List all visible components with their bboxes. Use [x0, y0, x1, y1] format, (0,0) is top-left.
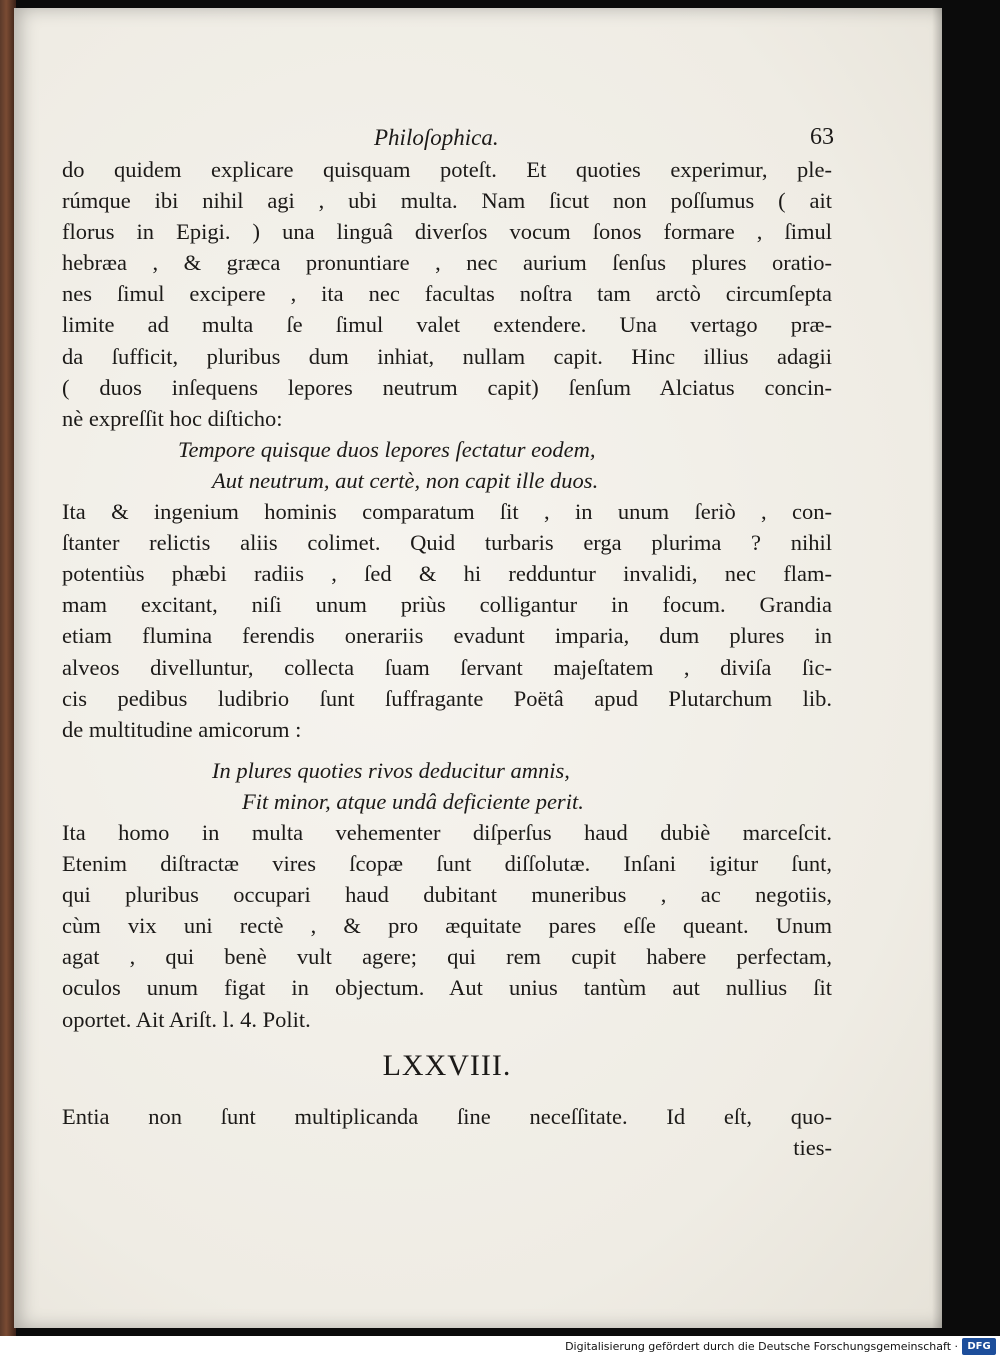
dfg-logo: DFG	[962, 1338, 996, 1355]
page-text-block	[62, 120, 832, 1163]
text-line: Etenim diſtractæ vires ſcopæ ſunt diſſolutæ. Inſani igitur ſunt,	[62, 851, 832, 877]
verse-line: Fit minor, atque undâ deficiente perit.	[242, 788, 584, 814]
text-line: ( duos inſequens lepores neutrum capit) ſenſum Alciatus concin-	[62, 374, 832, 400]
page-number: 63	[810, 124, 834, 150]
text-line: Ita homo in multa vehementer diſperſus haud dubiè marceſcit.	[62, 819, 832, 845]
funding-note: Digitalisierung gefördert durch die Deutsche Forschungsgemeinschaft ·	[565, 1340, 958, 1353]
text-line: alveos divelluntur, collecta ſuam ſervant majeſtatem , diviſa ſic-	[62, 654, 832, 680]
text-line: Entia non ſunt multiplicanda ſine neceſſitate. Id eſt, quo-	[62, 1103, 832, 1129]
text-line: hebræa , & græca pronuntiare , nec aurium ſenſus plures oratio-	[62, 250, 832, 276]
text-line: oportet. Ait Ariſt. l. 4. Polit.	[62, 1006, 311, 1032]
text-line: potentiùs phæbi radiis , ſed & hi redduntur invalidi, nec flam-	[62, 561, 832, 587]
text-line: etiam flumina ferendis onerariis evadunt imparia, dum plures in	[62, 623, 832, 649]
text-line: oculos unum figat in objectum. Aut unius tantùm aut nullius ſit	[62, 975, 832, 1001]
text-line: agat , qui benè vult agere; qui rem cupit habere perfectam,	[62, 944, 832, 970]
footer-bar	[0, 1336, 1000, 1359]
catchword: ties-	[793, 1134, 832, 1160]
text-line: cùm vix uni rectè , & pro æquitate pares eſſe queant. Unum	[62, 913, 832, 939]
text-line: florus in Epigi. ) una linguâ diverſos vocum ſonos formare , ſimul	[62, 219, 832, 245]
text-line: mam excitant, niſi unum priùs colligantur in focum. Grandia	[62, 592, 832, 618]
text-line: Ita & ingenium hominis comparatum ſit , in unum ſeriò , con-	[62, 499, 832, 525]
page-edge-shadow	[932, 8, 942, 1328]
running-head: Philoſophica.	[374, 125, 499, 150]
section-heading: LXXVIII.	[382, 1048, 512, 1082]
page-header	[62, 120, 832, 154]
text-line: de multitudine amicorum :	[62, 716, 302, 742]
verse-line: In plures quoties rivos deducitur amnis,	[212, 757, 570, 783]
text-line: rúmque ibi nihil agi , ubi multa. Nam ſicut non poſſumus ( ait	[62, 188, 832, 214]
text-line: ſtanter relictis aliis colimet. Quid turbaris erga plurima ? nihil	[62, 530, 832, 556]
verse-line: Tempore quisque duos lepores ſectatur eodem,	[178, 436, 596, 462]
text-line: qui pluribus occupari haud dubitant muneribus , ac negotiis,	[62, 882, 832, 908]
verse-line: Aut neutrum, aut certè, non capit ille duos.	[212, 467, 599, 493]
text-line: nè expreſſit hoc diſticho:	[62, 405, 283, 431]
book-page	[14, 8, 942, 1328]
text-line: cis pedibus ludibrio ſunt ſuffragante Poëtâ apud Plutarchum lib.	[62, 685, 832, 711]
text-line: do quidem explicare quisquam poteſt. Et quoties experimur, ple-	[62, 157, 832, 182]
text-line: nes ſimul excipere , ita nec facultas noſtra tam arctò circumſepta	[62, 281, 832, 307]
text-line: limite ad multa ſe ſimul valet extendere. Una vertago præ-	[62, 312, 832, 338]
text-line: da ſufficit, pluribus dum inhiat, nullam capit. Hinc illius adagii	[62, 343, 832, 369]
